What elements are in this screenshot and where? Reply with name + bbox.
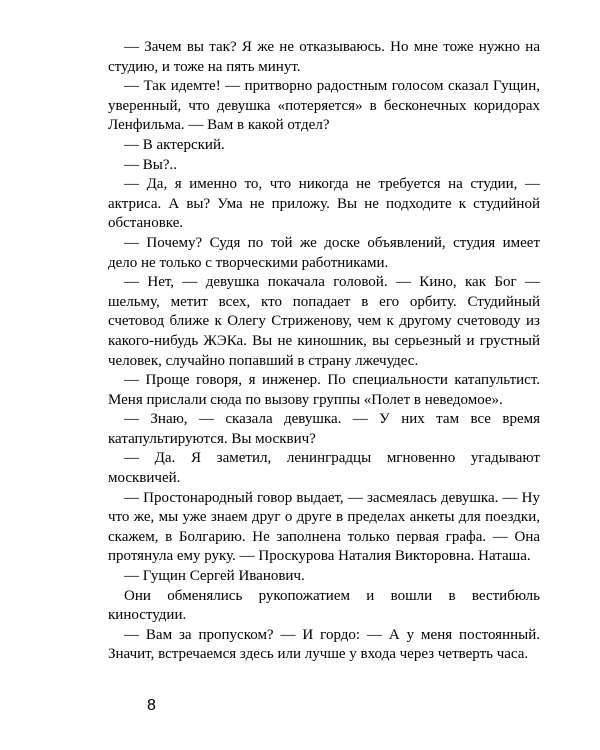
paragraph: — Вы?..	[124, 156, 177, 173]
paragraph: — Вам за пропуском? — И гордо: — А у меня постоянный. Значит, встречаемся здесь или лучше у входа через четверть часа.	[108, 626, 540, 663]
paragraph: — Почему? Судя по той же доске объявлений, студия имеет дело не только с творческими работниками.	[108, 234, 540, 271]
paragraph: — Проще говоря, я инженер. По специальности катапультист. Меня прислали сюда по вызову группы «Полет в неведомое».	[108, 372, 540, 408]
paragraph: — Так идемте! — притворно радостным голосом сказал Гущин, уверенный, что девушка «потеряется» в бесконечных коридорах Ленфильма. — Вам в какой отдел?	[108, 78, 540, 134]
paragraph: — Да, я именно то, что никогда не требуется на студии, — актриса. А вы? Ума не приложу. Вы не подходите к студийной обстановке.	[108, 176, 540, 232]
body-text	[108, 38, 540, 665]
paragraph: — В актерский.	[124, 136, 225, 153]
page-number: 8	[147, 697, 156, 714]
paragraph: — Знаю, — сказала девушка. — У них там все время катапультируются. Вы москвич?	[108, 411, 540, 447]
paragraph: Они обменялись рукопожатием и вошли в вестибюль киностудии.	[108, 587, 540, 624]
paragraph: — Да. Я заметил, ленинградцы мгновенно угадывают москвичей.	[108, 450, 540, 487]
paragraph: — Зачем вы так? Я же не отказываюсь. Но мне тоже нужно на студию, и тоже на пять минут.	[108, 39, 540, 75]
paragraph: — Гущин Сергей Иванович.	[124, 568, 305, 585]
paragraph: — Простонародный говор выдает, — засмеялась девушка. — Ну что же, мы уже знаем друг о друге в пределах анкеты для поездки, скажем, в Болгарию. Не заполнена только первая графа. — Она протянула ему руку. — Проскурова Наталия Викторовна. Наташа.	[108, 489, 540, 565]
paragraph: — Нет, — девушка покачала головой. — Кино, как Бог — шельму, метит всех, кто попадает в его орбиту. Студийный счетовод ближе к Олегу Стриженову, чем к другому счетоводу из какого-нибудь ЖЭКа. Вы не киношник, вы серьезный и грустный человек, случайно попавший в страну лжечудес.	[108, 274, 540, 369]
